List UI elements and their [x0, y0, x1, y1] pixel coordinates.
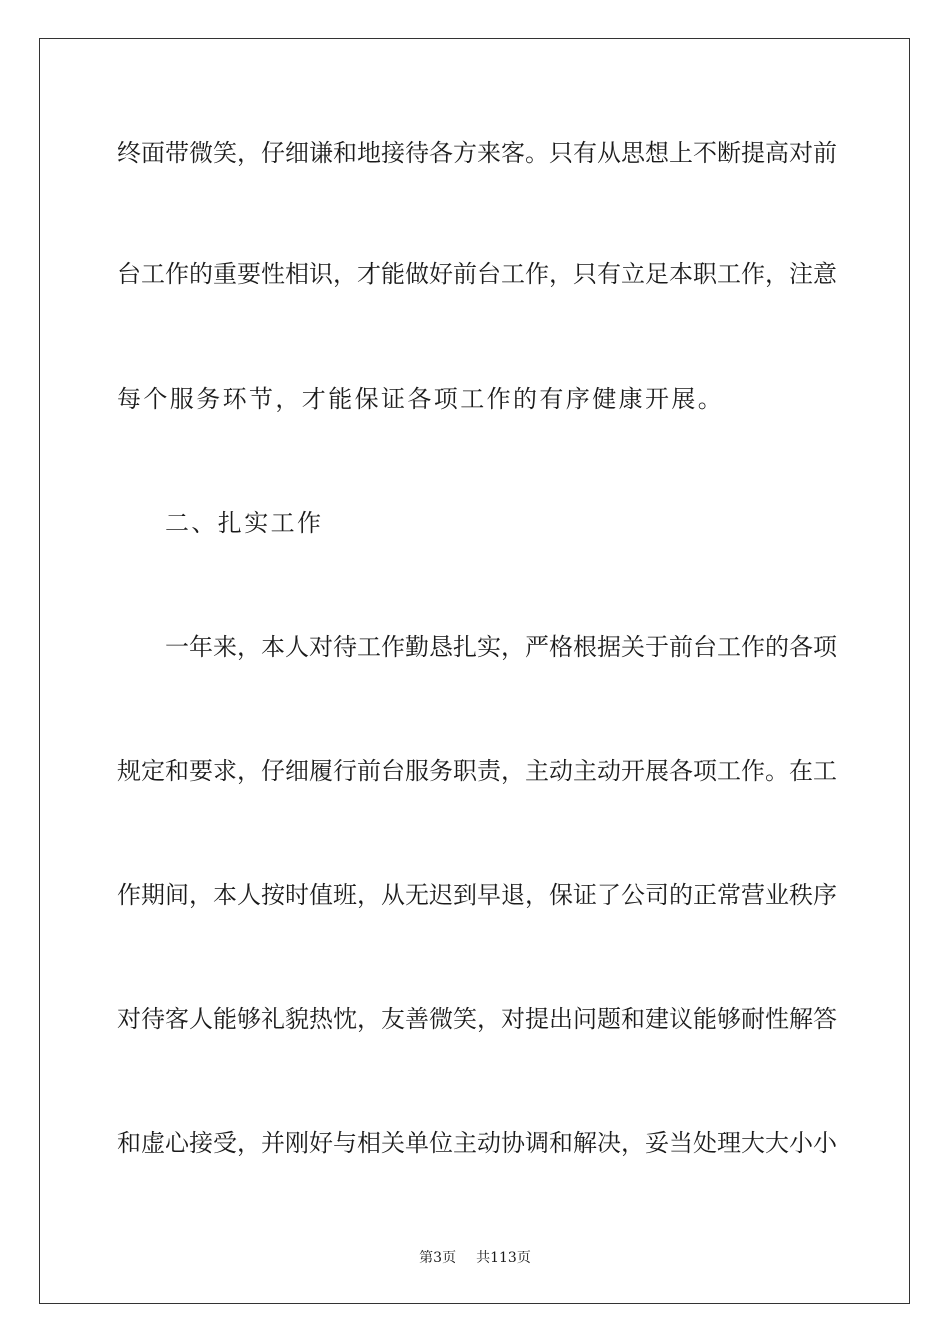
page-footer — [0, 1247, 950, 1267]
page-border — [39, 38, 910, 1304]
body-line-8: 对待客人能够礼貌热忱，友善微笑，对提出问题和建议能够耐性解答 — [117, 1005, 837, 1033]
body-line-3: 每个服务环节，才能保证各项工作的有序健康开展。 — [117, 385, 725, 413]
body-line-6: 规定和要求，仔细履行前台服务职责，主动主动开展各项工作。在工 — [117, 757, 837, 785]
body-line-1: 终面带微笑，仔细谦和地接待各方来客。只有从思想上不断提高对前 — [117, 139, 837, 167]
section-heading: 二、扎实工作 — [165, 509, 324, 537]
body-line-5: 一年来，本人对待工作勤恳扎实，严格根据关于前台工作的各项 — [165, 633, 837, 661]
body-line-2: 台工作的重要性相识，才能做好前台工作，只有立足本职工作，注意 — [117, 260, 837, 288]
total-pages: 共113页 — [476, 1250, 531, 1266]
body-line-9: 和虚心接受，并刚好与相关单位主动协调和解决，妥当处理大大小小 — [117, 1129, 837, 1157]
page-number: 第3页 — [419, 1250, 457, 1266]
body-line-7: 作期间，本人按时值班，从无迟到早退，保证了公司的正常营业秩序 — [117, 881, 837, 909]
